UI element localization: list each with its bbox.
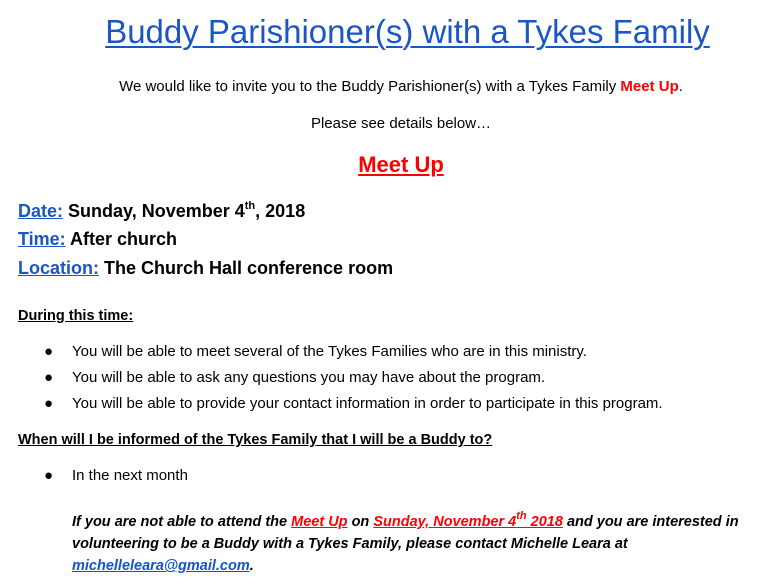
- during-heading: During this time:: [18, 308, 134, 324]
- meetup-heading: Meet Up: [358, 152, 444, 177]
- list-item: [44, 466, 188, 486]
- date-value: Sunday, November 4th, 2018: [68, 200, 306, 221]
- date-ordinal-suffix: th: [244, 200, 256, 212]
- when-heading: When will I be informed of the Tykes Family that I will be a Buddy to?: [18, 432, 493, 448]
- time-row: [18, 227, 177, 251]
- contact-note: [72, 511, 772, 577]
- bullet-text: You will be able to meet several of the Tykes Families who are in this ministry.: [72, 343, 587, 360]
- email-link[interactable]: michelleleara@gmail.com: [72, 558, 250, 574]
- date-row: [18, 199, 305, 223]
- flyer-title: Buddy Parishioner(s) with a Tykes Family: [105, 13, 710, 50]
- invite-meetup-highlight: Meet Up: [620, 78, 679, 95]
- time-value: After church: [70, 229, 178, 249]
- details-line: Please see details below…: [310, 115, 492, 132]
- invite-period: .: [678, 78, 683, 95]
- location-value: The Church Hall conference room: [104, 258, 394, 278]
- bullet-icon: ●: [44, 395, 54, 412]
- list-item: [44, 342, 587, 362]
- bullet-text: You will be able to ask any questions you may have about the program.: [72, 369, 546, 386]
- list-item: [44, 368, 545, 388]
- time-label: Time:: [18, 229, 66, 249]
- bullet-icon: ●: [44, 343, 54, 360]
- bullet-icon: ●: [44, 369, 54, 386]
- bullet-icon: ●: [44, 467, 54, 484]
- date-label: Date:: [18, 201, 64, 221]
- invite-line: [0, 77, 780, 97]
- location-row: [18, 256, 393, 280]
- note-line-3: michelleleara@gmail.com.: [72, 558, 254, 574]
- note-date-link: Sunday, November 4th 2018: [373, 510, 563, 530]
- note-line-2: volunteering to be a Buddy with a Tykes Family, please contact Michelle Leara at: [72, 536, 628, 552]
- list-item: [44, 394, 663, 414]
- invite-text: We would like to invite you to the Buddy Parishioner(s) with a Tykes Family: [119, 78, 621, 95]
- note-line-1: If you are not able to attend the Meet Up on Sunday, November 4th 2018 and you are interested in: [72, 510, 739, 530]
- bullet-text: In the next month: [72, 467, 188, 484]
- location-label: Location:: [18, 258, 99, 278]
- bullet-text: You will be able to provide your contact information in order to participate in this program.: [72, 395, 663, 412]
- note-meetup-link: Meet Up: [291, 514, 348, 530]
